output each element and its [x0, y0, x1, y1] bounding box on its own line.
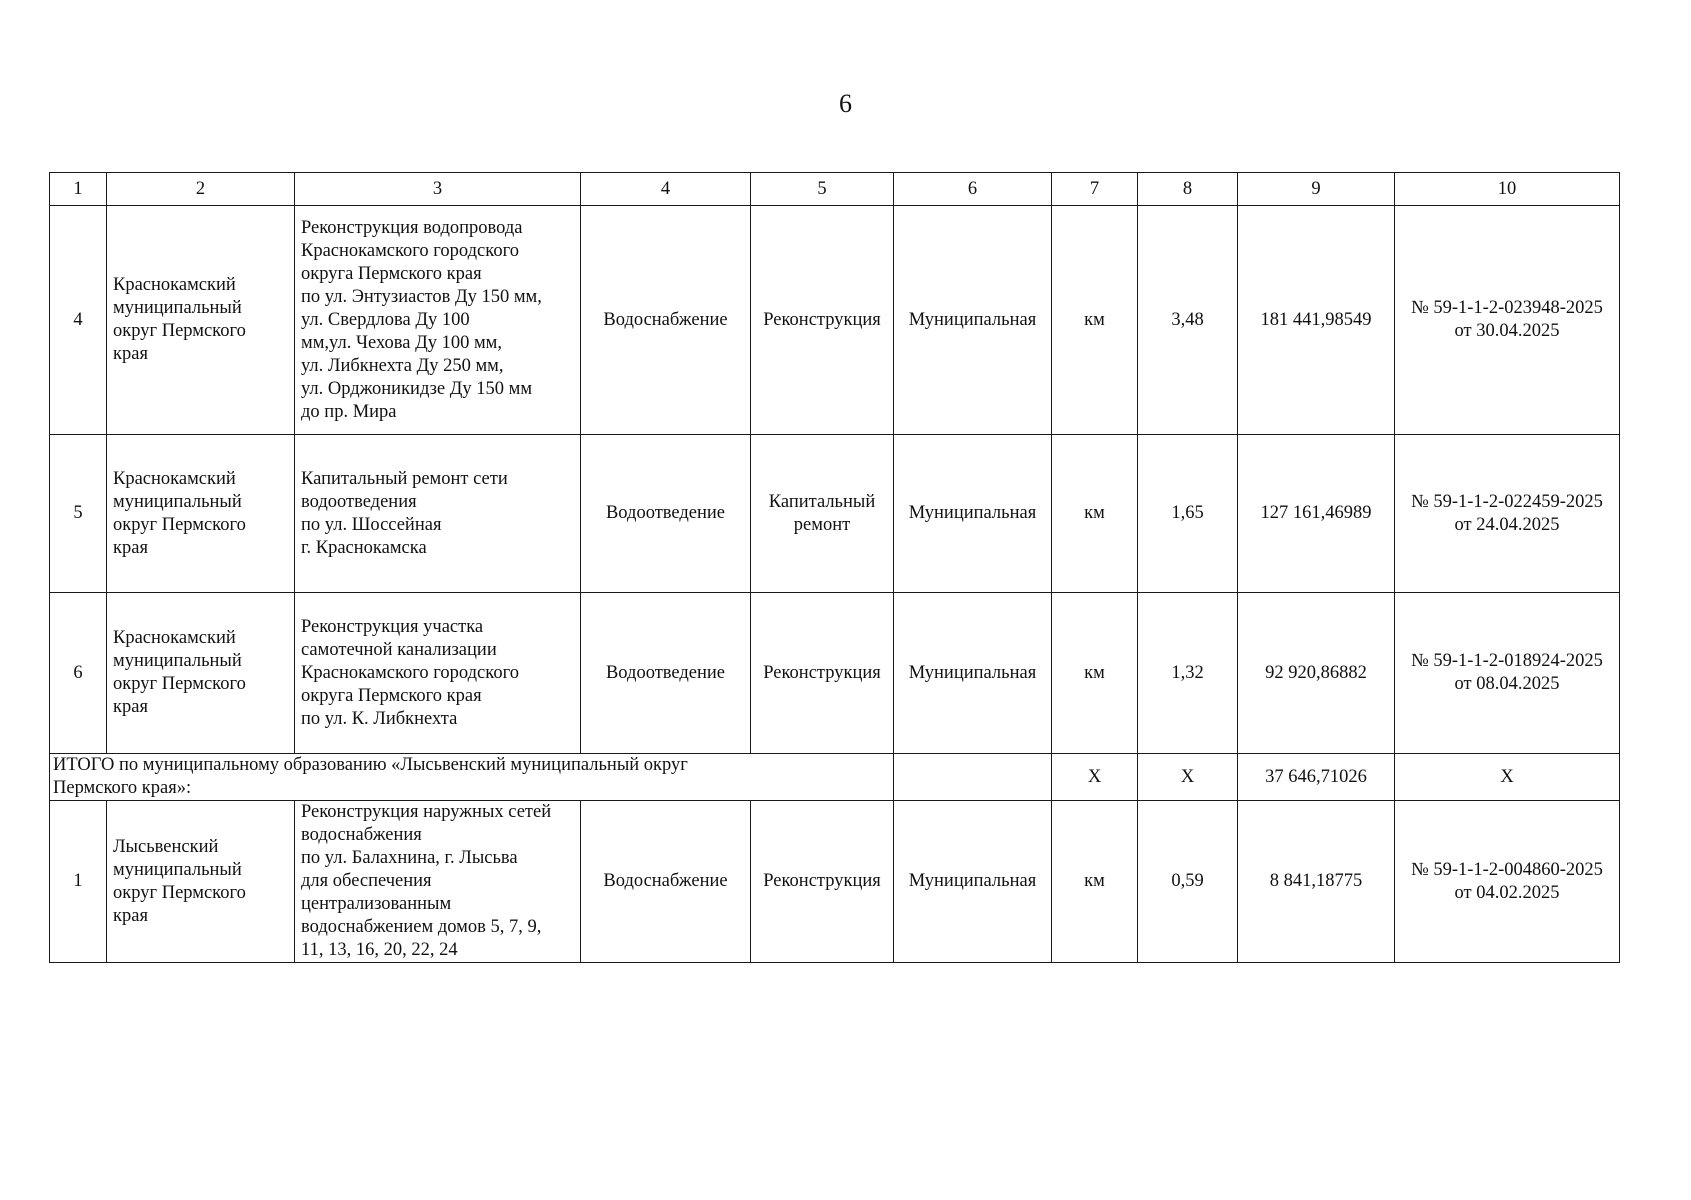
ownership-cell: Муниципальная [894, 593, 1052, 754]
row-number: 5 [50, 435, 107, 593]
object-text: Реконструкция участка самотечной канализации Краснокамского городского округа Пермского края по ул. К. Либкнехта [301, 616, 519, 729]
objects-table [49, 172, 1620, 963]
unit-cell: км [1052, 435, 1138, 593]
table-row [50, 435, 1620, 593]
header-cell: 4 [581, 173, 751, 206]
ref-text: № 59-1-1-2-023948-2025 от 30.04.2025 [1411, 298, 1603, 341]
type-cell: Водоотведение [581, 593, 751, 754]
total-unit-cell: Х [1052, 754, 1138, 801]
type-cell: Водоотведение [581, 435, 751, 593]
municipality-text: Краснокамский муниципальный округ Пермского края [113, 275, 246, 364]
amount-cell: 1,32 [1138, 593, 1238, 754]
header-row [50, 173, 1620, 206]
header-cell: 5 [751, 173, 894, 206]
total-empty-cell [894, 754, 1052, 801]
table-row [50, 593, 1620, 754]
cost-cell: 181 441,98549 [1238, 206, 1395, 435]
total-row [50, 754, 1620, 801]
total-amount-cell: Х [1138, 754, 1238, 801]
work-text: Капитальный ремонт [768, 491, 876, 535]
work-text: Реконструкция [763, 309, 881, 330]
header-cell: 9 [1238, 173, 1395, 206]
ref-text: № 59-1-1-2-022459-2025 от 24.04.2025 [1411, 491, 1603, 535]
object-text: Реконструкция наружных сетей водоснабжения по ул. Балахнина, г. Лысьва для обеспечения централизованным водоснабжением домов 5, 7, 9, 11, 13, 16, 20, 22, 24 [301, 802, 552, 960]
row-number: 4 [50, 206, 107, 435]
header-cell: 2 [107, 173, 295, 206]
header-cell: 3 [295, 173, 581, 206]
work-cell [751, 801, 894, 963]
work-cell [751, 593, 894, 754]
unit-cell: км [1052, 593, 1138, 754]
header-cell: 10 [1395, 173, 1620, 206]
municipality-text: Краснокамский муниципальный округ Пермского края [113, 628, 246, 717]
amount-cell: 0,59 [1138, 801, 1238, 963]
table-row [50, 206, 1620, 435]
municipality-cell [107, 593, 295, 754]
amount-cell: 3,48 [1138, 206, 1238, 435]
municipality-cell [107, 206, 295, 435]
header-cell: 7 [1052, 173, 1138, 206]
object-cell [295, 206, 581, 435]
unit-cell: км [1052, 206, 1138, 435]
work-cell [751, 206, 894, 435]
ref-text: № 59-1-1-2-004860-2025 от 04.02.2025 [1411, 859, 1603, 903]
ref-cell [1395, 593, 1620, 754]
object-cell [295, 593, 581, 754]
work-cell [751, 435, 894, 593]
municipality-cell [107, 435, 295, 593]
ownership-cell: Муниципальная [894, 435, 1052, 593]
cost-cell: 8 841,18775 [1238, 801, 1395, 963]
total-ref-cell: Х [1395, 754, 1620, 801]
object-text: Реконструкция водопровода Краснокамского городского округа Пермского края по ул. Энтузиастов Ду 150 мм, ул. Свердлова Ду 100 мм,ул. Чехова Ду 100 мм, ул. Либкнехта Ду 250 мм, ул. Орджоникидзе Ду 150 мм до пр. Мира [301, 217, 542, 422]
total-cost-cell: 37 646,71026 [1238, 754, 1395, 801]
municipality-cell [107, 801, 295, 963]
header-cell: 8 [1138, 173, 1238, 206]
ref-cell [1395, 801, 1620, 963]
total-label: ИТОГО по муниципальному образованию «Лысьвенский муниципальный округ Пермского края»: [53, 755, 688, 798]
type-cell: Водоснабжение [581, 801, 751, 963]
total-label-cell [50, 754, 894, 801]
ownership-cell: Муниципальная [894, 206, 1052, 435]
object-cell [295, 435, 581, 593]
row-number: 1 [50, 801, 107, 963]
object-cell [295, 801, 581, 963]
work-text: Реконструкция [763, 662, 881, 683]
ref-cell [1395, 435, 1620, 593]
work-text: Реконструкция [763, 871, 881, 891]
header-cell: 1 [50, 173, 107, 206]
table-row [50, 801, 1620, 963]
row-number: 6 [50, 593, 107, 754]
municipality-text: Краснокамский муниципальный округ Пермского края [113, 468, 246, 558]
object-text: Капитальный ремонт сети водоотведения по ул. Шоссейная г. Краснокамска [301, 468, 508, 558]
type-cell: Водоснабжение [581, 206, 751, 435]
municipality-text: Лысьвенский муниципальный округ Пермского края [113, 836, 246, 926]
cost-cell: 127 161,46989 [1238, 435, 1395, 593]
header-cell: 6 [894, 173, 1052, 206]
cost-cell: 92 920,86882 [1238, 593, 1395, 754]
ownership-cell: Муниципальная [894, 801, 1052, 963]
ref-cell [1395, 206, 1620, 435]
amount-cell: 1,65 [1138, 435, 1238, 593]
unit-cell: км [1052, 801, 1138, 963]
page-number: 6 [839, 89, 852, 118]
ref-text: № 59-1-1-2-018924-2025 от 08.04.2025 [1411, 651, 1603, 694]
